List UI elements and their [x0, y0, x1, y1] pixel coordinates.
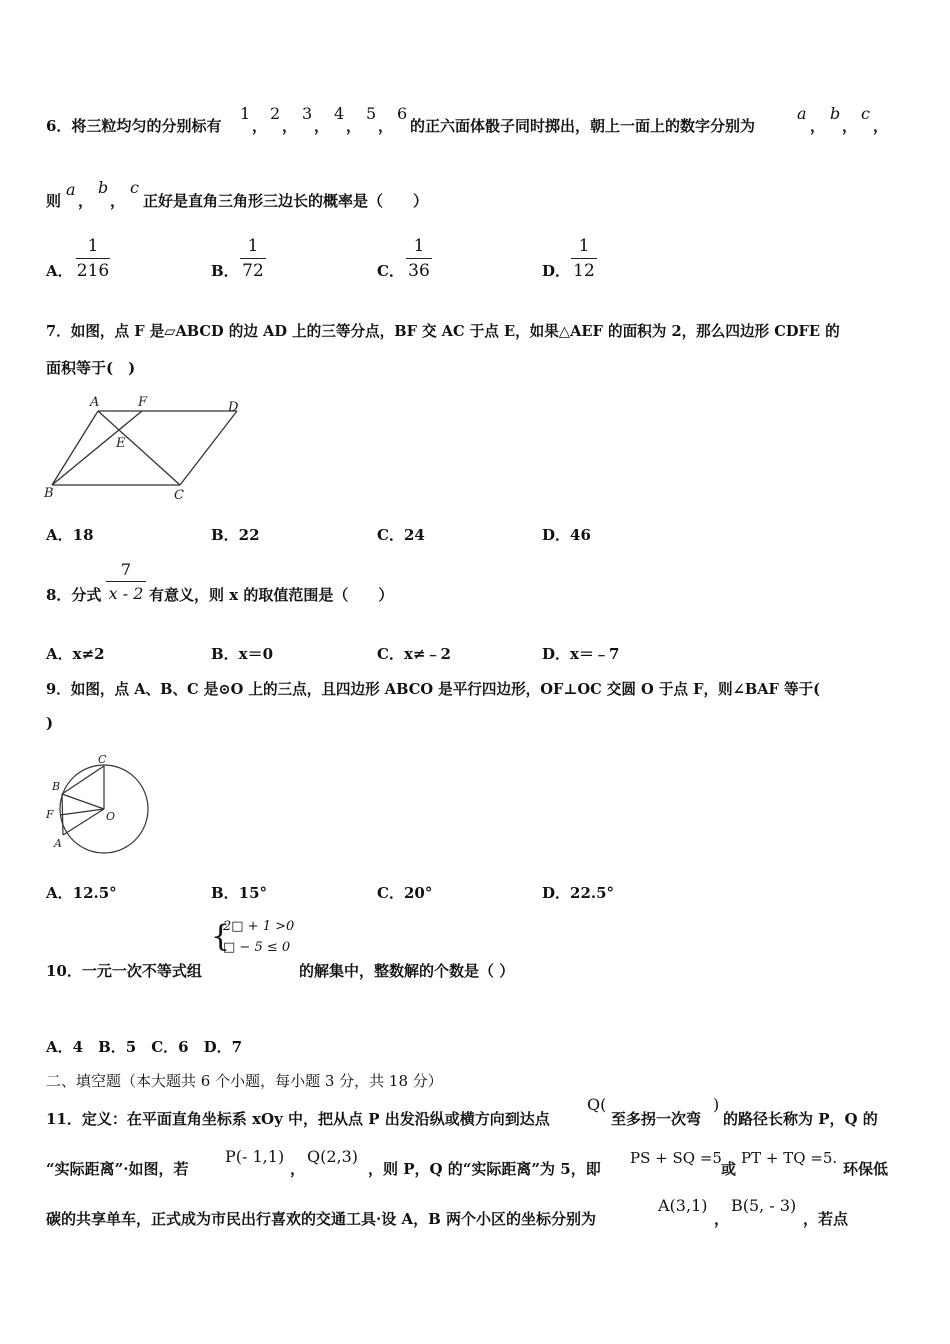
fraction-numerator: 7: [120, 560, 132, 579]
q8-option-c: C．x≠﹣2: [377, 645, 451, 663]
q9-line1: 9．如图，点 A、B、C 是⊙O 上的三点，且四边形 ABCO 是平行四边形，OF⊥OC 交圆 O 于点 F，则∠BAF 等于(: [46, 681, 821, 698]
q6-sep: ，: [282, 117, 298, 135]
q6-var-c: c: [130, 178, 139, 197]
q6-sep: ，: [78, 192, 94, 210]
q6-option-b-fraction: [240, 236, 266, 281]
q6-var-a: a: [797, 104, 807, 123]
q6-option-a-label: A．: [46, 262, 73, 280]
q7-option-c: C．24: [377, 526, 425, 544]
label-a: A: [54, 837, 62, 850]
q11-line2-a: “实际距离”·如图，若: [46, 1160, 189, 1178]
fraction-denominator: 36: [408, 261, 430, 281]
fraction-bar: [76, 258, 110, 259]
q11-point-q: Q(2,3): [307, 1147, 359, 1166]
q11-line1-b: 至多拐一次弯: [611, 1110, 702, 1128]
q6-sep: ，: [873, 117, 889, 135]
q9-option-b: B．15°: [211, 884, 268, 902]
q11-line1-a: 11．定义：在平面直角坐标系 xOy 中，把从点 P 出发沿纵或横方向到达点: [46, 1110, 550, 1128]
q6-sep: ，: [842, 117, 858, 135]
segment-bo: [62, 794, 104, 809]
q9-option-c: C．20°: [377, 884, 433, 902]
fraction-numerator: 1: [247, 236, 259, 256]
fraction-numerator: 1: [578, 236, 590, 256]
q10-tail: 的解集中，整数解的个数是（ ）: [299, 962, 515, 980]
q6-mid: 的正六面体骰子同时掷出，朝上一面上的数字分别为: [410, 117, 756, 135]
q6-option-d-fraction: [571, 236, 597, 281]
q6-num-3: 3: [302, 104, 313, 123]
q10-lead: 10．一元一次不等式组: [46, 962, 202, 980]
fraction-numerator: 1: [87, 236, 99, 256]
q11-sep: ，: [714, 1210, 730, 1228]
label-d: D: [228, 400, 239, 415]
q6-line2-tail: 正好是直角三角形三边长的概率是（ ）: [143, 192, 429, 210]
q8-tail: 有意义，则 x 的取值范围是（ ）: [149, 586, 394, 604]
q10-options: A．4 B．5 C．6 D．7: [46, 1038, 243, 1056]
q6-option-b-label: B．: [211, 262, 239, 280]
fraction-denominator: 12: [573, 261, 595, 281]
q7-line1: 7．如图，点 F 是▱ABCD 的边 AD 上的三等分点，BF 交 AC 于点 E，如果△AEF 的面积为 2，那么四边形 CDFE 的: [46, 323, 840, 340]
q6-sep: ，: [378, 117, 394, 135]
q11-expression-2: PT + TQ =5.: [741, 1149, 838, 1167]
q11-line3-b: ，若点: [803, 1210, 849, 1228]
q6-num-5: 5: [366, 104, 377, 123]
q6-sep: ，: [252, 117, 268, 135]
fraction-bar: [571, 258, 597, 259]
inequality-2: □ − 5 ≤ 0: [223, 940, 291, 955]
q6-sep: ，: [314, 117, 330, 135]
q11-expression-1: PS + SQ =5: [630, 1149, 722, 1167]
q9-line2: ): [46, 714, 54, 732]
q7-option-b: B．22: [211, 526, 260, 544]
q6-var-b: b: [98, 178, 109, 197]
q6-var-b: b: [830, 104, 841, 123]
fraction-bar: [406, 258, 432, 259]
q6-num-6: 6: [397, 104, 408, 123]
q8-fraction: [106, 560, 146, 603]
q7-option-a: A．18: [46, 526, 94, 544]
label-c: C: [98, 753, 107, 766]
q6-num-1: 1: [240, 104, 251, 123]
q7-parallelogram-figure: [42, 393, 247, 505]
q9-option-d: D．22.5°: [542, 884, 615, 902]
fraction-denominator: 216: [76, 261, 110, 281]
fraction-bar: [106, 581, 146, 582]
q7-line2: 面积等于( ): [46, 359, 136, 377]
label-f: F: [138, 395, 148, 410]
q10-inequality-system: [211, 917, 299, 961]
q6-sep: ，: [810, 117, 826, 135]
q11-line1-c: 的路径长称为 P，Q 的: [723, 1110, 878, 1128]
label-b: B: [44, 486, 54, 501]
label-a: A: [90, 395, 100, 410]
q9-option-a: A．12.5°: [46, 884, 117, 902]
q6-option-c-fraction: [406, 236, 432, 281]
q6-var-a: a: [66, 180, 76, 199]
section-2-title: 二、填空题（本大题共 6 个小题，每小题 3 分，共 18 分）: [46, 1072, 443, 1090]
fraction-denominator: x - 2: [108, 584, 144, 603]
q11-line2-c: 环保低: [843, 1160, 889, 1178]
q6-var-c: c: [861, 104, 870, 123]
q6-num-2: 2: [270, 104, 281, 123]
segment-of: [60, 809, 104, 815]
q6-sep: ，: [346, 117, 362, 135]
q11-point-q-open: Q(: [587, 1095, 607, 1114]
inequality-1: 2□ + 1 >0: [223, 919, 295, 934]
q11-point-p: P(- 1,1): [225, 1147, 285, 1166]
q8-option-a: A．x≠2: [46, 645, 105, 663]
label-c: C: [174, 488, 184, 503]
brace-icon: {: [211, 919, 231, 954]
q11-sep: ，: [290, 1160, 306, 1178]
q11-line3-a: 碳的共享单车，正式成为市民出行喜欢的交通工具·设 A，B 两个小区的坐标分别为: [46, 1210, 596, 1228]
label-o: O: [106, 810, 116, 823]
q6-lead: 6．将三粒均匀的分别标有: [46, 117, 222, 135]
label-b: B: [52, 780, 61, 793]
q11-paren-close: ): [713, 1095, 720, 1114]
q6-option-c-label: C．: [377, 262, 404, 280]
label-e: E: [116, 436, 126, 451]
q11-point-a: A(3,1): [658, 1196, 708, 1215]
fraction-bar: [240, 258, 266, 259]
segment-ba: [62, 794, 63, 835]
q11-line2-b: ，则 P，Q 的“实际距离”为 5，即: [368, 1160, 601, 1178]
q8-option-b: B．x＝0: [211, 645, 274, 663]
q6-line2-lead: 则: [46, 192, 62, 210]
fraction-denominator: 72: [242, 261, 264, 281]
q11-or: 或: [721, 1160, 737, 1178]
q7-option-d: D．46: [542, 526, 591, 544]
q6-option-d-label: D．: [542, 262, 571, 280]
q6-sep: ，: [110, 192, 126, 210]
q11-point-b: B(5, - 3): [731, 1196, 797, 1215]
q6-num-4: 4: [334, 104, 345, 123]
segment-ao: [63, 809, 104, 835]
q6-option-a-fraction: [76, 236, 110, 281]
label-f: F: [46, 808, 54, 821]
fraction-numerator: 1: [413, 236, 425, 256]
q8-option-d: D．x＝﹣7: [542, 645, 620, 663]
q8-lead: 8．分式: [46, 586, 102, 604]
q9-circle-figure: [40, 752, 155, 862]
